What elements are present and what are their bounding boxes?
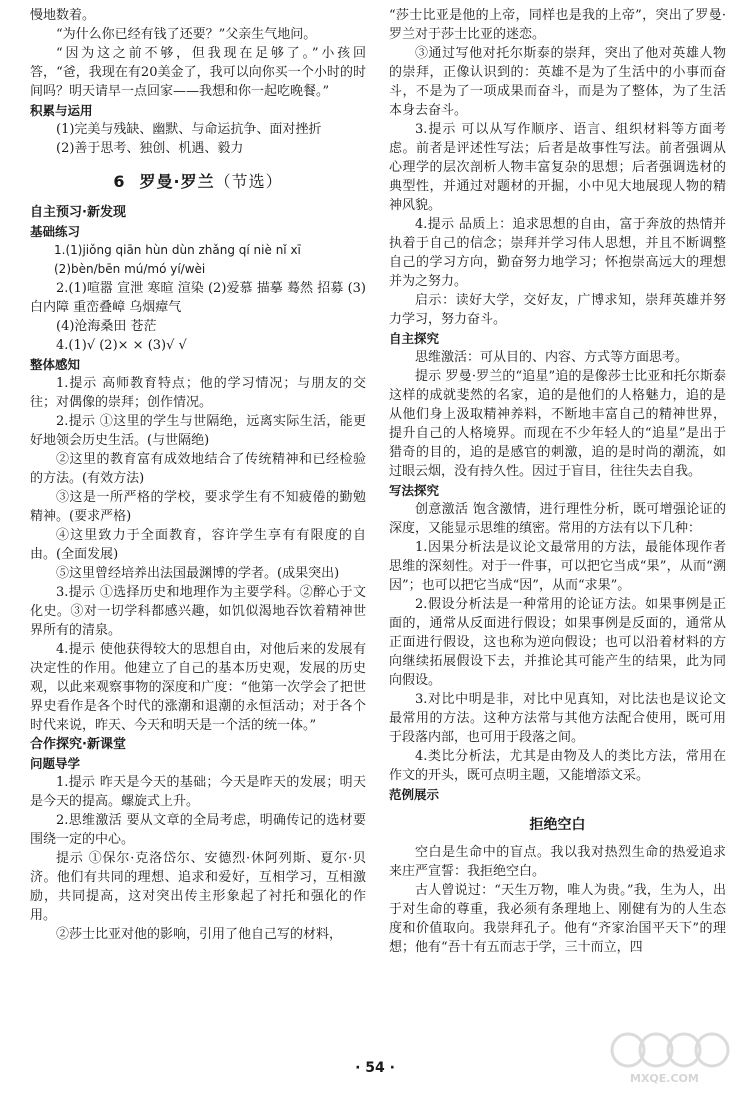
answer: 提示 ①保尔·克洛岱尔、安德烈·休阿列斯、夏尔·贝济。他们有共同的理想、追求和爱好，互相学习，互相激励，共同提高，这对突出传主形象起了衬托和强化的作用。 [30,851,366,923]
answer: 4.提示 品质上：追求思想的自由，富于奔放的热情并执着于自己的信念；崇拜并学习伟人思想，并且不断调整自己的学习方向，勤奋努力地学习；怀抱崇高远大的理想并为之努力。 [389,217,726,289]
subheading-example: 范例展示 [389,787,440,802]
answer: ②莎士比亚对他的影响，引用了他自己写的材料， [56,927,343,942]
answer: 2.(1)喧嚣 宣泄 寒暄 渲染 (2)爱慕 描摹 蓦然 招募 (3)白内障 重峦叠嶂 乌烟瘴气 [30,281,366,315]
answer: ②这里的教育富有成效地结合了传统精神和已经检验的方法。(有效方法) [30,452,366,486]
paragraph: “为什么你已经有钱了还要？”父亲生气地问。 [56,27,317,42]
paragraph: “莎士比亚是他的上帝，同样也是我的上帝”，突出了罗曼·罗兰对于莎士比亚的迷恋。 [389,8,726,42]
answer: 4.(1)√ (2)× × (3)√ √ [56,338,187,353]
answer: (4)沧海桑田 苍茫 [56,319,157,334]
answer: 创意激活 饱含激情，进行理性分析，既可增强论证的深度，又能显示思维的缜密。常用的方法有以下几种： [389,502,726,536]
list-item: (1)完美与残缺、幽默、与命运抗争、面对挫折 [56,122,322,137]
paragraph: “因为这之前不够，但我现在足够了。”小孩回答，“爸，我现在有20美金了，我可以向你买一个小时的时间吗？明天请早一点回家——我想和你一起吃晚餐。” [30,46,366,99]
answer: 4.提示 使他获得较大的思想自由，对他后来的发展有决定性的作用。他建立了自己的基本历史观，发展的历史观，以此来观察事物的深度和广度：“他第一次学会了把世界史看作是各个时代的涨潮和退潮的永恒活动；对于各个时代来说，昨天、今天和明天是一个活的统一体。” [30,642,366,733]
answer: 1.提示 昨天是今天的基础；今天是昨天的发展；明天是今天的提高。螺旋式上升。 [30,775,366,809]
paragraph: 慢地数着。 [30,8,96,23]
subheading-explore: 自主探究 [389,331,440,346]
watermark-logo [600,1028,740,1088]
section-heading: 自主预习·新发现 [30,205,126,220]
pinyin-line: (2)bèn/bēn mú/mó yí/wèi [54,262,206,276]
page-number: · 54 · [355,1060,395,1076]
left-column [30,6,366,944]
subheading-writing: 写法探究 [389,483,440,498]
answer: 3.对比中明是非，对比中见真知，对比法也是议论文最常用的方法。这种方法常与其他方法配合使用，既可用于段落内部，也可用于段落之间。 [389,692,726,745]
essay-paragraph: 古人曾说过：“天生万物，唯人为贵。”我，生为人，出于对生命的尊重，我必须有条理地上、刚健有为的人生态度和价值取向。我崇拜孔子。他有“齐家治国平天下”的理想；他有“吾十有五而志于学，三十而立，四 [389,883,726,955]
answer: 3.提示 ①选择历史和地理作为主要学科。②醉心于文化史。③对一切学科都感兴趣，如饥似渴地吞饮着精神世界所有的清泉。 [30,585,366,638]
essay-title: 拒绝空白 [529,817,586,833]
subheading-overall: 整体感知 [30,357,81,372]
answer: 提示 罗曼·罗兰的“追星”追的是像莎士比亚和托尔斯泰这样的成就斐然的名家，追的是他们的人格魅力，追的是从他们身上汲取精神养料，不断地丰富自己的精神世界，提升自己的人格境界。而现在不少年轻人的“追星”是出于猎奇的目的，追的是感官的刺激，追的是时尚的潮流，如过眼云烟，没有持久性。因过于盲目，往往失去自我。 [389,369,726,479]
chapter-title [30,172,366,191]
answer: ⑤这里曾经培养出法国最渊博的学者。(成果突出) [56,566,340,581]
paragraph: ③通过写他对托尔斯泰的崇拜，突出了他对英雄人物的崇拜，正像认识到的：英雄不是为了生活中的小事而奋斗，不是为了一项成果而奋斗，而是为了整体，为了生活本身去奋斗。 [389,46,726,118]
pinyin-line: 1.(1)jiǒng qiān hùn dùn zhǎng qí niè nǐ xī [54,243,301,257]
answer: 2.假设分析法是一种常用的论证方法。如果事例是正面的，通常从反面进行假设；如果事例是反面的，通常从正面进行假设，这也称为逆向假设；也可以沿着材料的方向继续拓展假设下去，并推论其可能产生的结果，此为同向假设。 [389,597,726,688]
answer: 2.思维激活 要从文章的全局考虑，明确传记的选材要围绕一定的中心。 [30,813,366,847]
answer: 1.因果分析法是议论文最常用的方法，最能体现作者思维的深刻性。对于一件事，可以把它当成“果”，从而“溯因”；也可以把它当成“因”，从而“求果”。 [389,540,726,593]
answer: 4.类比分析法，尤其是由物及人的类比方法，常用在作文的开头，既可点明主题，又能增添文采。 [389,749,726,783]
subheading-problem: 问题导学 [30,756,81,771]
subheading-accumulation: 积累与运用 [30,103,93,118]
answer: 启示：读好大学，交好友，广博求知，崇拜英雄并努力学习，努力奋斗。 [389,293,726,327]
list-item: (2)善于思考、独创、机遇、毅力 [56,141,244,156]
subheading-basic: 基础练习 [30,224,81,239]
right-column [389,6,726,957]
answer: 2.提示 ①这里的学生与世隔绝，远离实际生活，能更好地领会历史生活。(与世隔绝) [30,414,366,448]
chapter-number: 6 [113,172,126,191]
essay-paragraph: 空白是生命中的盲点。我以我对热烈生命的热爱追求来庄严宣誓：我拒绝空白。 [389,845,726,879]
answer: ③这是一所严格的学校，要求学生有不知疲倦的勤勉精神。(要求严格) [30,490,366,524]
answer: 思维激活：可从目的、内容、方式等方面思考。 [415,350,689,365]
answer: 1.提示 高师教育特点；他的学习情况；与朋友的交往；对偶像的崇拜；创作情况。 [30,376,366,410]
chapter-name: 罗曼·罗兰 [139,172,215,191]
section-heading: 合作探究·新课堂 [30,737,126,752]
chapter-subtitle: （节选） [214,172,283,191]
svg-text:MXQE.COM: MXQE.COM [630,1072,699,1085]
answer: ④这里致力于全面教育，容许学生享有有限度的自由。(全面发展) [30,528,366,562]
answer: 3.提示 可以从写作顺序、语言、组织材料等方面考虑。前者是评述性写法；后者是故事性写法。前者强调从心理学的层次剖析人物丰富复杂的思想；后者强调选材的典型性，并通过对题材的开掘，小中见大地展现人物的精神风貌。 [389,122,726,213]
